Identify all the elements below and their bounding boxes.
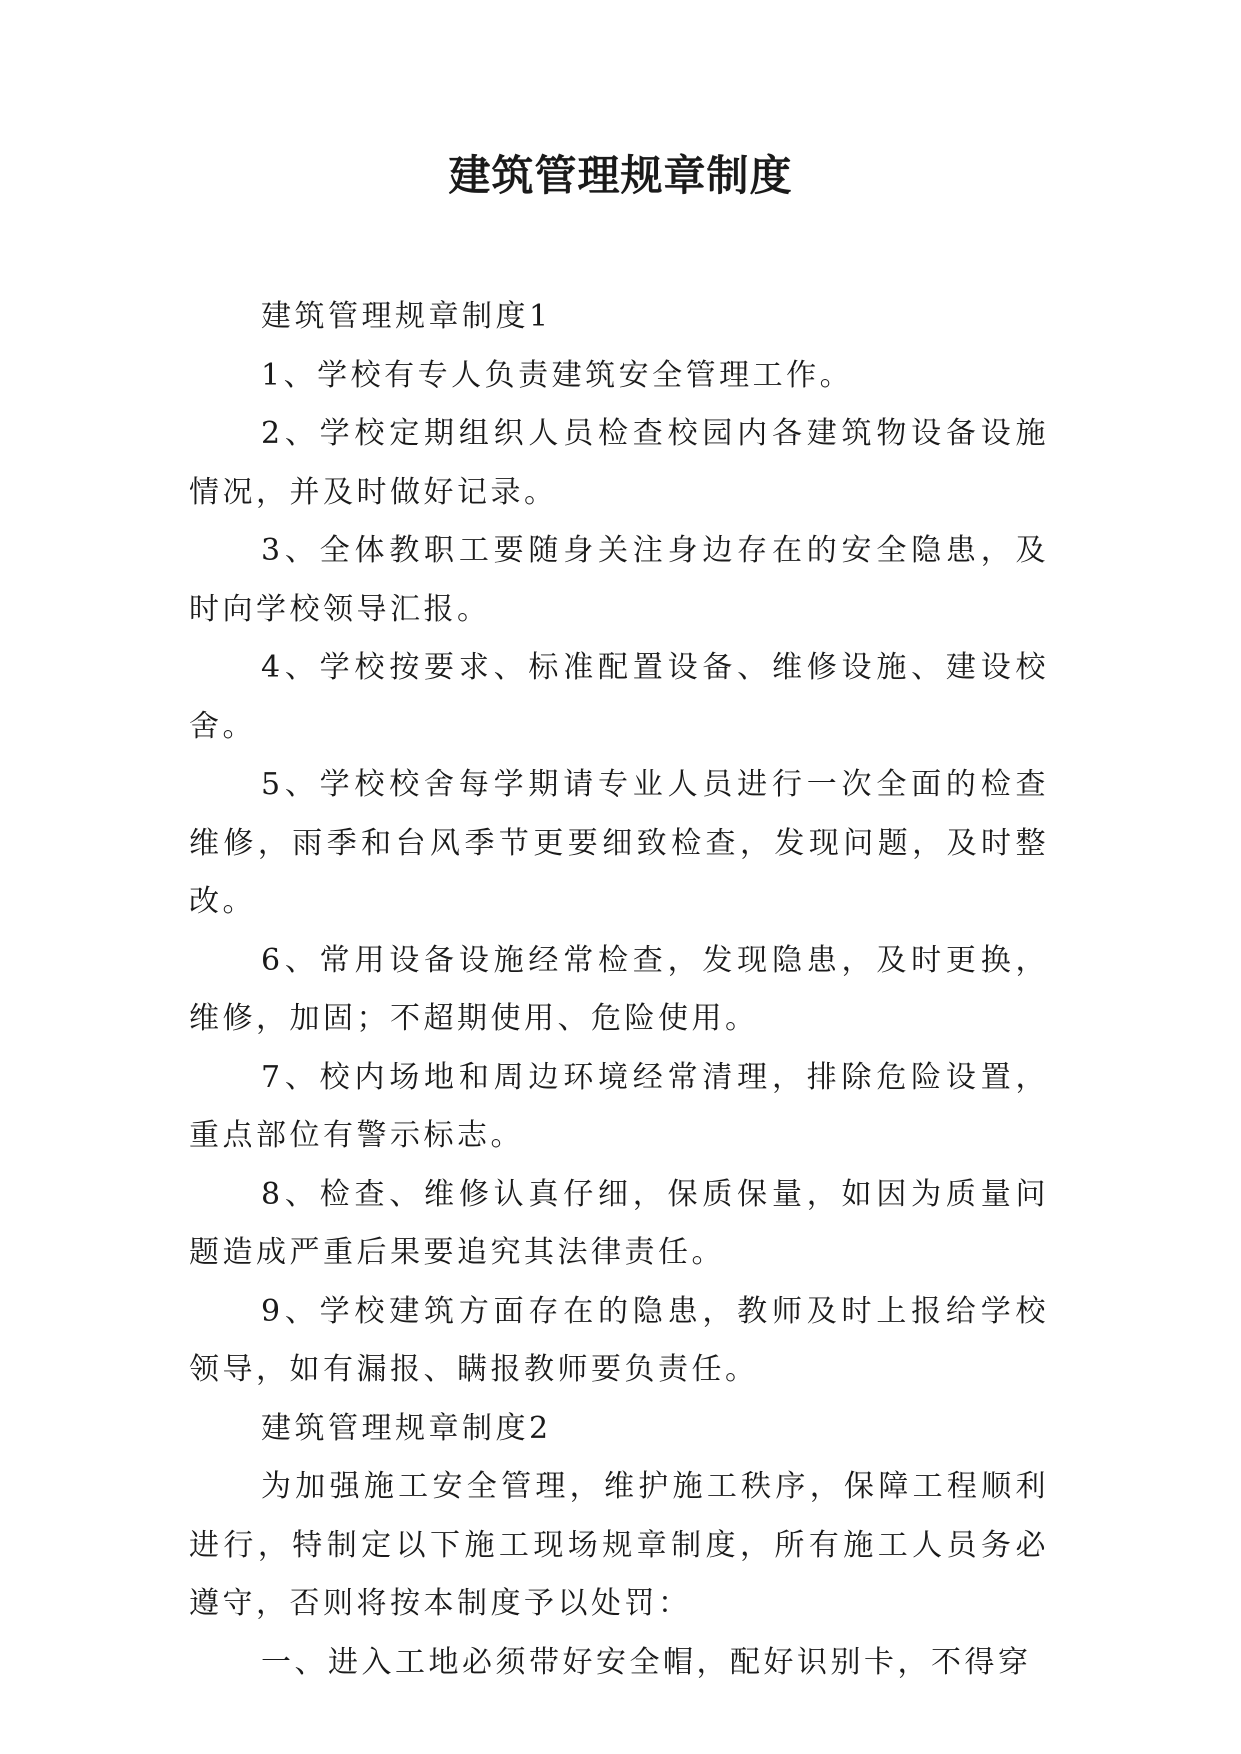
document-body xyxy=(189,288,1049,1692)
paragraph: 为加强施工安全管理，维护施工秩序，保障工程顺利进行，特制定以下施工现场规章制度，所有施工人员务必遵守，否则将按本制度予以处罚： xyxy=(189,1469,1049,1621)
paragraph: 7、校内场地和周边环境经常清理，排除危险设置，重点部位有警示标志。 xyxy=(189,1059,1049,1153)
paragraph: 5、学校校舍每学期请专业人员进行一次全面的检查维修，雨季和台风季节更要细致检查，发现问题，及时整改。 xyxy=(189,767,1049,919)
paragraph: 1、学校有专人负责建筑安全管理工作。 xyxy=(261,357,854,393)
paragraph: 9、学校建筑方面存在的隐患，教师及时上报给学校领导，如有漏报、瞒报教师要负责任。 xyxy=(189,1293,1049,1387)
paragraph: 一、进入工地必须带好安全帽，配好识别卡，不得穿 xyxy=(261,1644,1032,1680)
section-heading: 建筑管理规章制度1 xyxy=(261,299,552,334)
paragraph: 8、检查、维修认真仔细，保质保量，如因为质量问题造成严重后果要追究其法律责任。 xyxy=(189,1176,1049,1270)
paragraph: 6、常用设备设施经常检查，发现隐患，及时更换，维修，加固；不超期使用、危险使用。 xyxy=(189,942,1049,1036)
section-heading: 建筑管理规章制度2 xyxy=(261,1410,552,1446)
paragraph: 4、学校按要求、标准配置设备、维修设施、建设校舍。 xyxy=(189,650,1049,744)
document-title: 建筑管理规章制度 xyxy=(448,151,793,200)
paragraph: 2、学校定期组织人员检查校园内各建筑物设备设施情况，并及时做好记录。 xyxy=(189,416,1049,510)
paragraph: 3、全体教职工要随身关注身边存在的安全隐患，及时向学校领导汇报。 xyxy=(189,533,1049,627)
